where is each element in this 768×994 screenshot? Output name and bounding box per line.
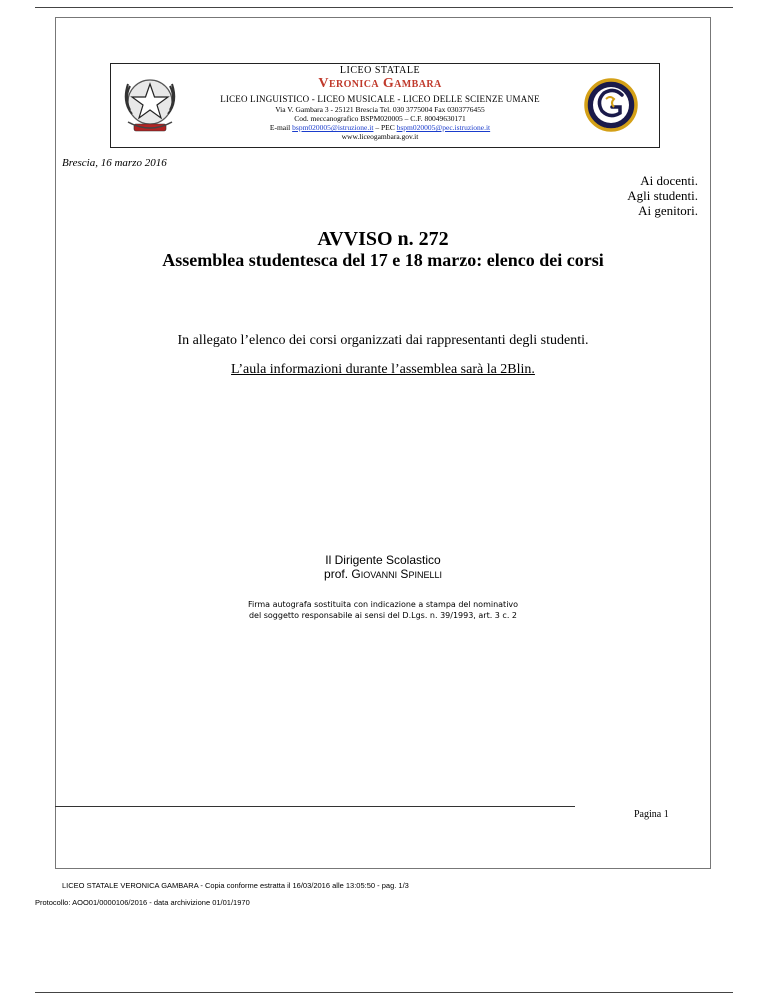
letterhead-codes: Cod. meccanografico BSPM020005 – C.F. 80049630171 — [294, 114, 466, 123]
italian-republic-emblem-icon — [118, 72, 182, 138]
school-name-initial-1: V — [318, 76, 329, 91]
school-name-initial-2: G — [382, 76, 395, 91]
signature-first-initial: G — [351, 567, 361, 581]
email-prefix: E-mail — [269, 123, 293, 132]
recipient-studenti: Agli studenti. — [627, 188, 698, 203]
recipient-genitori: Ai genitori. — [638, 203, 698, 218]
letterhead-address: Via V. Gambara 3 - 25121 Brescia Tel. 030 3775004 Fax 0303776455 — [275, 105, 485, 114]
signature-first-rest: IOVANNI — [360, 570, 398, 580]
copy-stamp: LICEO STATALE VERONICA GAMBARA - Copia conforme estratta il 16/03/2016 alle 13:05:50 - pag. 1/3 — [62, 881, 409, 890]
letterhead-school-name — [180, 76, 580, 92]
recipients — [627, 173, 698, 218]
date-line: Brescia, 16 marzo 2016 — [62, 157, 167, 169]
letterhead-contacts — [180, 123, 580, 132]
signature-note-line-2: del soggetto responsabile ai sensi del D.Lgs. n. 39/1993, art. 3 c. 2 — [248, 611, 518, 620]
signature-last-initial: S — [400, 567, 409, 581]
signature-note-line-1: Firma autografa sostituita con indicazione a stampa del nominativo — [247, 600, 519, 609]
protocol-stamp: Protocollo: AOO01/0000106/2016 - data archivizione 01/01/1970 — [35, 898, 250, 907]
top-divider — [35, 7, 733, 8]
signature-name — [55, 567, 711, 581]
letterhead-subtitle: LICEO LINGUISTICO - LICEO MUSICALE - LICEO DELLE SCIENZE UMANE — [220, 94, 540, 104]
letterhead-website: www.liceogambara.gov.it — [341, 132, 419, 141]
letterhead-liceo-statale: LICEO STATALE — [339, 65, 421, 76]
body-paragraph-info-room: L’aula informazioni durante l’assemblea sarà la 2Blin. — [231, 362, 535, 377]
recipient-docenti: Ai docenti. — [640, 173, 698, 188]
signature-name-prefix: prof. — [324, 567, 352, 581]
bottom-divider — [35, 992, 733, 993]
signature-last-rest: PINELLI — [408, 570, 442, 580]
pec-prefix: – PEC — [373, 123, 397, 132]
signature-role: Il Dirigente Scolastico — [325, 553, 441, 567]
page-number: Pagina 1 — [634, 809, 669, 820]
notice-number: AVVISO n. 272 — [317, 228, 449, 250]
school-logo-icon — [584, 77, 638, 133]
school-name-rest-2: AMBARA — [394, 79, 442, 90]
school-name-rest-1: ERONICA — [328, 79, 379, 90]
body-paragraph-attachment: In allegato l’elenco dei corsi organizzati dai rappresentanti degli studenti. — [177, 333, 589, 348]
email-link[interactable]: bspm020005@istruzione.it — [292, 123, 374, 132]
pec-link[interactable]: bspm020005@pec.istruzione.it — [396, 123, 491, 132]
footer-divider — [55, 806, 575, 807]
notice-title: Assemblea studentesca del 17 e 18 marzo: elenco dei corsi — [162, 250, 604, 270]
